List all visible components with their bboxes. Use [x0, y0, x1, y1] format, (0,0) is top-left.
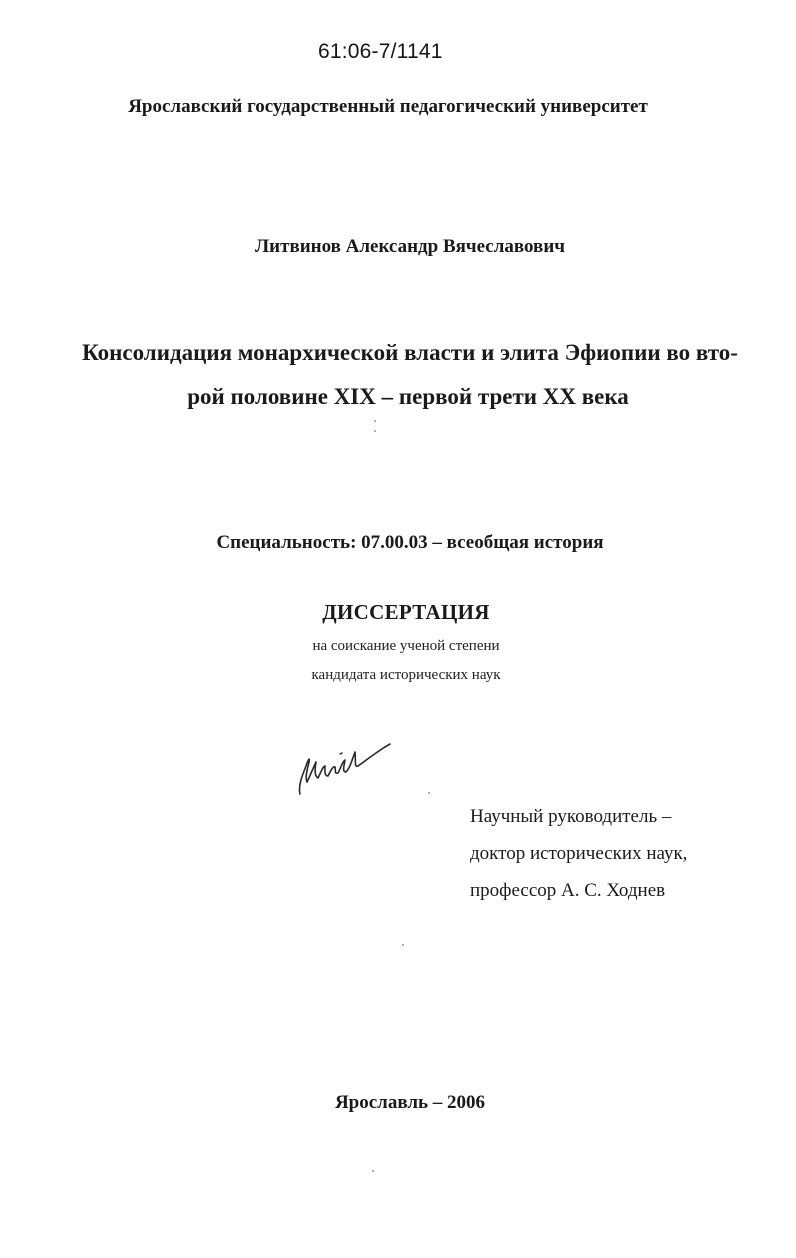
- advisor-degree: доктор исторических наук,: [470, 843, 688, 864]
- handwritten-signature-icon: [292, 736, 402, 800]
- scan-speck: [372, 1170, 374, 1172]
- scan-speck: [402, 944, 404, 946]
- scan-speck: [374, 430, 376, 432]
- degree-line-1: на соискание ученой степени: [312, 638, 500, 654]
- scan-speck: [374, 420, 376, 422]
- city-year: Ярославль – 2006: [334, 1092, 486, 1113]
- archive-code-number: 61:06-7/1141: [318, 40, 443, 63]
- advisor-name: профессор А. С. Ходнев: [470, 880, 666, 901]
- specialty-line: Специальность: 07.00.03 – всеобщая история: [216, 532, 604, 553]
- document-type-heading: ДИССЕРТАЦИЯ: [322, 600, 490, 624]
- dissertation-title-line-1: Консолидация монархической власти и элита Эфиопии во вто-: [82, 340, 738, 365]
- degree-line-2: кандидата исторических наук: [311, 667, 501, 683]
- dissertation-title-line-2: рой половине XIX – первой трети XX века: [187, 384, 629, 409]
- scan-speck: [428, 792, 430, 794]
- advisor-role: Научный руководитель –: [470, 806, 672, 827]
- author-name: Литвинов Александр Вячеславович: [255, 236, 565, 257]
- university-name: Ярославский государственный педагогический университет: [128, 96, 648, 117]
